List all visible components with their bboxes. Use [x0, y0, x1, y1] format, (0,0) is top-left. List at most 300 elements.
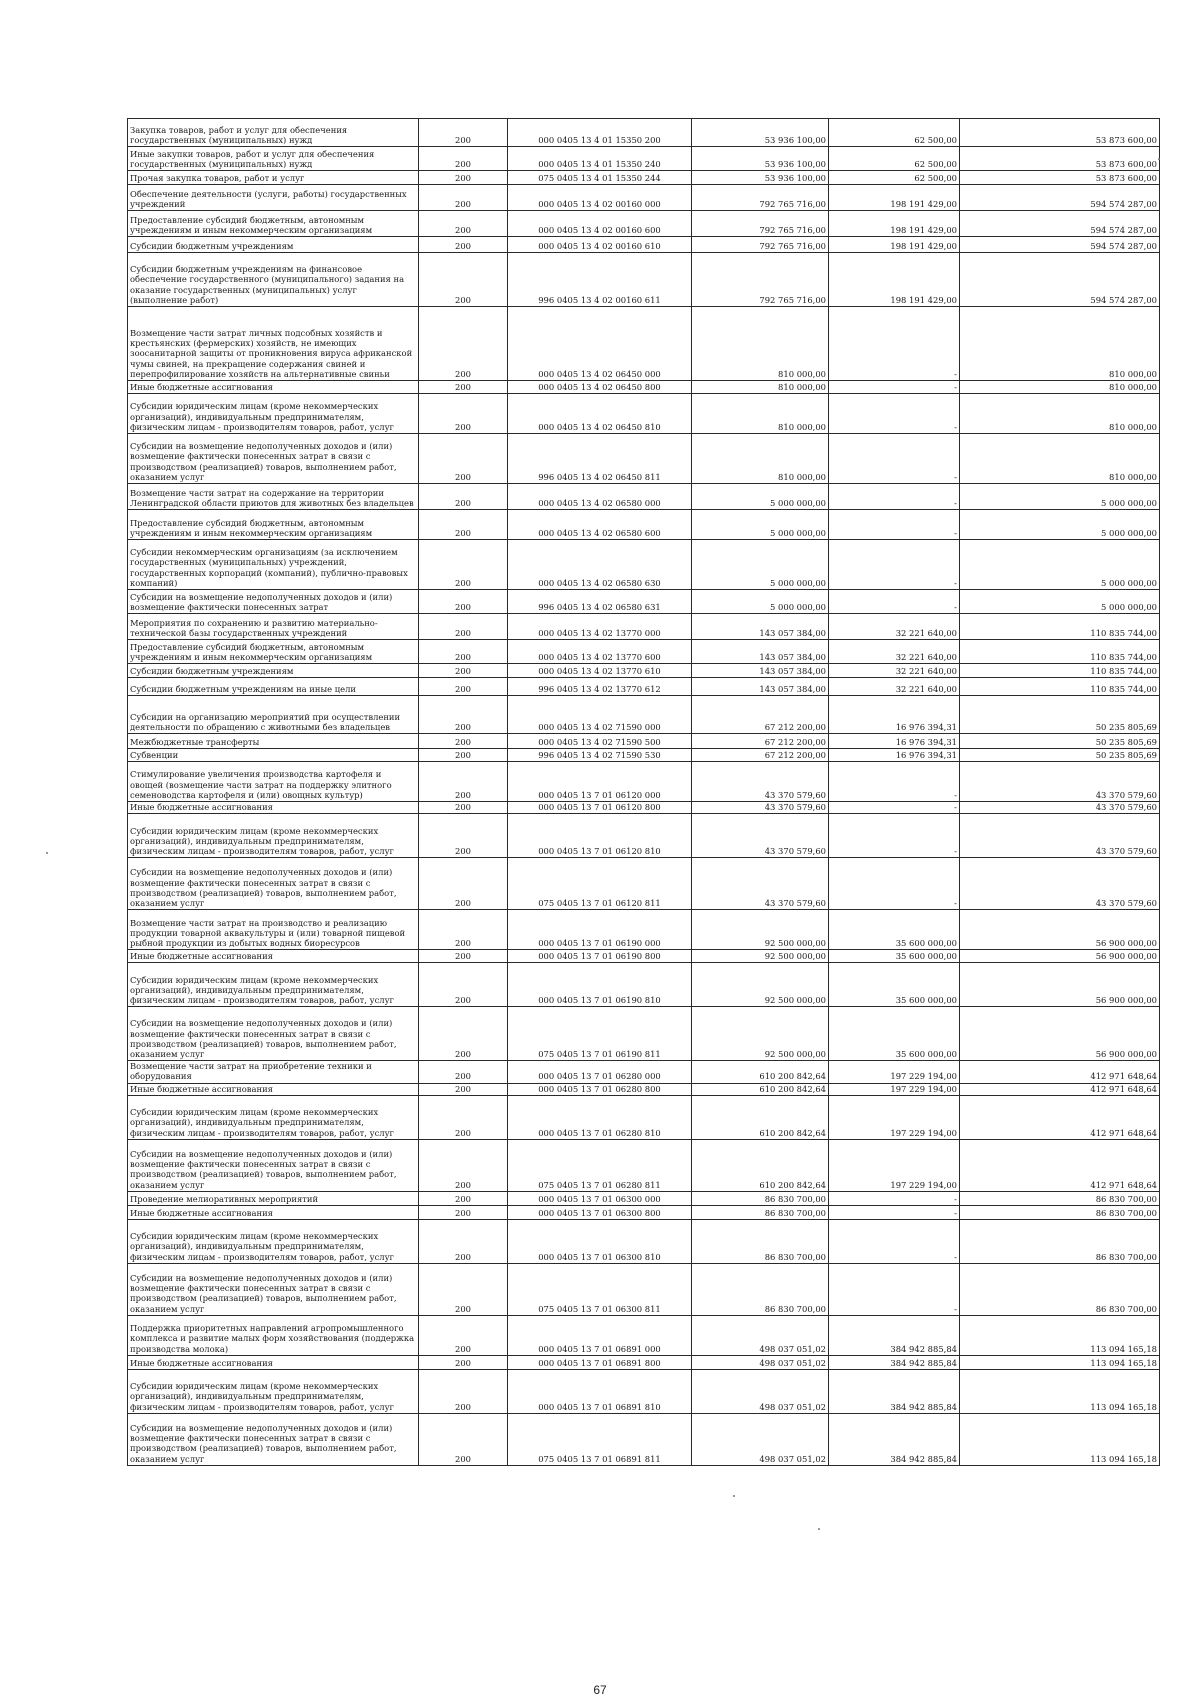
cell-name: Субсидии на возмещение недополученных доходов и (или) возмещение фактически понесенных затрат в связи с производством (реализацией) товаров, выполнением работ, оказанием услуг [128, 434, 419, 484]
table-row [128, 678, 1160, 696]
cell-budget-code: 000 0405 13 4 02 13770 600 [508, 640, 692, 664]
cell-unexecuted: 810 000,00 [960, 381, 1160, 394]
table-row [128, 1263, 1160, 1315]
cell-budget-code: 075 0405 13 4 01 15350 244 [508, 171, 692, 185]
cell-budget-code: 000 0405 13 4 02 06580 000 [508, 484, 692, 510]
cell-line-code: 200 [419, 1191, 508, 1205]
cell-name: Субсидии юридическим лицам (кроме некоммерческих организаций), индивидуальным предпринимателям, физическим лицам - производителям товаров, работ, услуг [128, 814, 419, 858]
cell-budget-code: 000 0405 13 4 02 00160 600 [508, 211, 692, 237]
cell-name: Проведение мелиоративных мероприятий [128, 1191, 419, 1205]
cell-name: Субсидии некоммерческим организациям (за исключением государственных (муниципальных) учреждений, государственных корпораций (компаний), публично-правовых компаний) [128, 540, 419, 590]
cell-unexecuted: 412 971 648,64 [960, 1139, 1160, 1191]
cell-name: Иные бюджетные ассигнования [128, 1083, 419, 1095]
cell-approved: 810 000,00 [692, 307, 829, 381]
cell-name: Субсидии на возмещение недополученных доходов и (или) возмещение фактически понесенных затрат в связи с производством (реализацией) товаров, выполнением работ, оказанием услуг [128, 858, 419, 910]
cell-budget-code: 000 0405 13 4 02 71590 000 [508, 696, 692, 734]
cell-budget-code: 075 0405 13 7 01 06190 811 [508, 1007, 692, 1061]
cell-line-code: 200 [419, 237, 508, 253]
cell-executed: 32 221 640,00 [829, 614, 960, 640]
cell-approved: 143 057 384,00 [692, 664, 829, 678]
table-row [128, 237, 1160, 253]
cell-budget-code: 000 0405 13 4 02 06580 630 [508, 540, 692, 590]
cell-budget-code: 000 0405 13 4 02 71590 500 [508, 734, 692, 749]
cell-unexecuted: 56 900 000,00 [960, 963, 1160, 1007]
cell-executed: - [829, 434, 960, 484]
cell-budget-code: 996 0405 13 4 02 06450 811 [508, 434, 692, 484]
cell-approved: 5 000 000,00 [692, 510, 829, 540]
cell-line-code: 200 [419, 1061, 508, 1083]
cell-approved: 43 370 579,60 [692, 802, 829, 814]
cell-name: Субсидии бюджетным учреждениям [128, 237, 419, 253]
cell-approved: 498 037 051,02 [692, 1315, 829, 1355]
cell-line-code: 200 [419, 1263, 508, 1315]
cell-line-code: 200 [419, 1095, 508, 1139]
cell-approved: 610 200 842,64 [692, 1083, 829, 1095]
cell-name: Субсидии юридическим лицам (кроме некоммерческих организаций), индивидуальным предпринимателям, физическим лицам - производителям товаров, работ, услуг [128, 394, 419, 434]
cell-unexecuted: 113 094 165,18 [960, 1315, 1160, 1355]
cell-approved: 792 765 716,00 [692, 237, 829, 253]
cell-name: Субсидии на возмещение недополученных доходов и (или) возмещение фактически понесенных затрат в связи с производством (реализацией) товаров, выполнением работ, оказанием услуг [128, 1413, 419, 1465]
cell-budget-code: 000 0405 13 4 02 06580 600 [508, 510, 692, 540]
cell-name: Субсидии бюджетным учреждениям на финансовое обеспечение государственного (муниципального) задания на оказание государственных (муниципальных) услуг (выполнение работ) [128, 253, 419, 307]
cell-budget-code: 000 0405 13 7 01 06280 000 [508, 1061, 692, 1083]
cell-executed: - [829, 762, 960, 802]
cell-unexecuted: 5 000 000,00 [960, 484, 1160, 510]
cell-budget-code: 000 0405 13 4 02 06450 810 [508, 394, 692, 434]
cell-line-code: 200 [419, 950, 508, 963]
cell-budget-code: 000 0405 13 7 01 06190 800 [508, 950, 692, 963]
cell-line-code: 200 [419, 1139, 508, 1191]
table-row [128, 253, 1160, 307]
cell-executed: 198 191 429,00 [829, 237, 960, 253]
table-row [128, 749, 1160, 762]
cell-unexecuted: 43 370 579,60 [960, 762, 1160, 802]
cell-name: Субсидии юридическим лицам (кроме некоммерческих организаций), индивидуальным предпринимателям, физическим лицам - производителям товаров, работ, услуг [128, 1369, 419, 1413]
table-row [128, 1061, 1160, 1083]
cell-name: Обеспечение деятельности (услуги, работы) государственных учреждений [128, 185, 419, 211]
cell-approved: 67 212 200,00 [692, 749, 829, 762]
cell-name: Субсидии на возмещение недополученных доходов и (или) возмещение фактически понесенных затрат [128, 590, 419, 614]
cell-line-code: 200 [419, 1219, 508, 1263]
cell-approved: 53 936 100,00 [692, 147, 829, 171]
cell-unexecuted: 412 971 648,64 [960, 1095, 1160, 1139]
table-row [128, 1139, 1160, 1191]
cell-executed: 62 500,00 [829, 147, 960, 171]
cell-executed: 384 942 885,84 [829, 1315, 960, 1355]
cell-approved: 53 936 100,00 [692, 171, 829, 185]
cell-unexecuted: 810 000,00 [960, 307, 1160, 381]
cell-approved: 498 037 051,02 [692, 1413, 829, 1465]
cell-budget-code: 000 0405 13 7 01 06280 810 [508, 1095, 692, 1139]
cell-approved: 92 500 000,00 [692, 963, 829, 1007]
table-row [128, 211, 1160, 237]
cell-approved: 5 000 000,00 [692, 484, 829, 510]
cell-name: Иные закупки товаров, работ и услуг для обеспечения государственных (муниципальных) нужд [128, 147, 419, 171]
table-row [128, 307, 1160, 381]
cell-line-code: 200 [419, 540, 508, 590]
cell-executed: 384 942 885,84 [829, 1369, 960, 1413]
cell-budget-code: 075 0405 13 7 01 06280 811 [508, 1139, 692, 1191]
table-row [128, 1083, 1160, 1095]
cell-unexecuted: 110 835 744,00 [960, 614, 1160, 640]
cell-line-code: 200 [419, 762, 508, 802]
scan-speck [733, 1495, 735, 1497]
cell-executed: - [829, 858, 960, 910]
cell-budget-code: 000 0405 13 7 01 06190 000 [508, 910, 692, 950]
table-row [128, 1095, 1160, 1139]
cell-name: Возмещение части затрат на производство и реализацию продукции товарной аквакультуры и (или) товарной пищевой рыбной продукции из добытых водных биоресурсов [128, 910, 419, 950]
cell-line-code: 200 [419, 381, 508, 394]
cell-unexecuted: 594 574 287,00 [960, 237, 1160, 253]
cell-unexecuted: 86 830 700,00 [960, 1205, 1160, 1219]
cell-line-code: 200 [419, 171, 508, 185]
cell-unexecuted: 43 370 579,60 [960, 858, 1160, 910]
cell-line-code: 200 [419, 614, 508, 640]
cell-unexecuted: 110 835 744,00 [960, 640, 1160, 664]
cell-unexecuted: 50 235 805,69 [960, 734, 1160, 749]
cell-line-code: 200 [419, 1413, 508, 1465]
table-row [128, 540, 1160, 590]
table-row [128, 1413, 1160, 1465]
cell-unexecuted: 110 835 744,00 [960, 678, 1160, 696]
table-row [128, 963, 1160, 1007]
cell-name: Иные бюджетные ассигнования [128, 381, 419, 394]
cell-approved: 610 200 842,64 [692, 1139, 829, 1191]
cell-budget-code: 000 0405 13 4 02 06450 000 [508, 307, 692, 381]
cell-approved: 810 000,00 [692, 434, 829, 484]
cell-line-code: 200 [419, 147, 508, 171]
table-row [128, 434, 1160, 484]
cell-executed: 384 942 885,84 [829, 1413, 960, 1465]
cell-name: Субсидии бюджетным учреждениям на иные цели [128, 678, 419, 696]
cell-executed: 197 229 194,00 [829, 1139, 960, 1191]
cell-budget-code: 000 0405 13 4 02 00160 610 [508, 237, 692, 253]
table-row [128, 119, 1160, 147]
cell-line-code: 200 [419, 858, 508, 910]
cell-name: Субсидии бюджетным учреждениям [128, 664, 419, 678]
cell-line-code: 200 [419, 1369, 508, 1413]
cell-approved: 143 057 384,00 [692, 614, 829, 640]
cell-unexecuted: 810 000,00 [960, 394, 1160, 434]
cell-line-code: 200 [419, 640, 508, 664]
cell-executed: 32 221 640,00 [829, 664, 960, 678]
table-row [128, 147, 1160, 171]
cell-executed: - [829, 394, 960, 434]
cell-executed: 16 976 394,31 [829, 749, 960, 762]
cell-unexecuted: 86 830 700,00 [960, 1219, 1160, 1263]
cell-executed: - [829, 814, 960, 858]
cell-approved: 92 500 000,00 [692, 1007, 829, 1061]
cell-executed: 197 229 194,00 [829, 1083, 960, 1095]
table-body [128, 119, 1160, 1466]
cell-budget-code: 000 0405 13 7 01 06891 000 [508, 1315, 692, 1355]
cell-unexecuted: 43 370 579,60 [960, 814, 1160, 858]
cell-budget-code: 000 0405 13 7 01 06190 810 [508, 963, 692, 1007]
table-row [128, 950, 1160, 963]
table-row [128, 614, 1160, 640]
cell-approved: 92 500 000,00 [692, 910, 829, 950]
cell-unexecuted: 56 900 000,00 [960, 1007, 1160, 1061]
cell-line-code: 200 [419, 1355, 508, 1369]
cell-executed: 32 221 640,00 [829, 678, 960, 696]
cell-line-code: 200 [419, 678, 508, 696]
cell-executed: 197 229 194,00 [829, 1095, 960, 1139]
cell-line-code: 200 [419, 1315, 508, 1355]
cell-name: Возмещение части затрат на содержание на территории Ленинградской области приютов для животных без владельцев [128, 484, 419, 510]
cell-executed: 35 600 000,00 [829, 950, 960, 963]
cell-executed: 62 500,00 [829, 171, 960, 185]
table-row [128, 762, 1160, 802]
cell-executed: - [829, 1205, 960, 1219]
cell-name: Субсидии на возмещение недополученных доходов и (или) возмещение фактически понесенных затрат в связи с производством (реализацией) товаров, выполнением работ, оказанием услуг [128, 1139, 419, 1191]
cell-name: Субсидии на возмещение недополученных доходов и (или) возмещение фактически понесенных затрат в связи с производством (реализацией) товаров, выполнением работ, оказанием услуг [128, 1263, 419, 1315]
table-row [128, 734, 1160, 749]
cell-approved: 86 830 700,00 [692, 1263, 829, 1315]
cell-approved: 86 830 700,00 [692, 1219, 829, 1263]
cell-executed: - [829, 381, 960, 394]
cell-executed: 198 191 429,00 [829, 185, 960, 211]
cell-line-code: 200 [419, 590, 508, 614]
table-row [128, 1007, 1160, 1061]
cell-unexecuted: 113 094 165,18 [960, 1413, 1160, 1465]
table-row [128, 590, 1160, 614]
cell-approved: 792 765 716,00 [692, 211, 829, 237]
cell-budget-code: 000 0405 13 7 01 06300 000 [508, 1191, 692, 1205]
cell-line-code: 200 [419, 307, 508, 381]
cell-unexecuted: 810 000,00 [960, 434, 1160, 484]
cell-unexecuted: 53 873 600,00 [960, 119, 1160, 147]
cell-line-code: 200 [419, 510, 508, 540]
cell-approved: 43 370 579,60 [692, 858, 829, 910]
cell-executed: 16 976 394,31 [829, 696, 960, 734]
cell-unexecuted: 50 235 805,69 [960, 696, 1160, 734]
cell-executed: 16 976 394,31 [829, 734, 960, 749]
cell-budget-code: 000 0405 13 4 02 13770 000 [508, 614, 692, 640]
cell-name: Субсидии юридическим лицам (кроме некоммерческих организаций), индивидуальным предпринимателям, физическим лицам - производителям товаров, работ, услуг [128, 1095, 419, 1139]
cell-name: Предоставление субсидий бюджетным, автономным учреждениям и иным некоммерческим организациям [128, 211, 419, 237]
cell-line-code: 200 [419, 253, 508, 307]
cell-executed: 197 229 194,00 [829, 1061, 960, 1083]
cell-executed: - [829, 484, 960, 510]
cell-budget-code: 996 0405 13 4 02 00160 611 [508, 253, 692, 307]
table-row [128, 1315, 1160, 1355]
cell-approved: 67 212 200,00 [692, 734, 829, 749]
table-row [128, 1191, 1160, 1205]
cell-budget-code: 075 0405 13 7 01 06120 811 [508, 858, 692, 910]
cell-approved: 43 370 579,60 [692, 814, 829, 858]
table-row [128, 1369, 1160, 1413]
cell-line-code: 200 [419, 696, 508, 734]
table-row [128, 394, 1160, 434]
cell-unexecuted: 86 830 700,00 [960, 1263, 1160, 1315]
cell-line-code: 200 [419, 1083, 508, 1095]
budget-execution-table [127, 118, 1160, 1466]
cell-name: Субсидии на организацию мероприятий при осуществлении деятельности по обращению с животными без владельцев [128, 696, 419, 734]
cell-line-code: 200 [419, 802, 508, 814]
cell-name: Поддержка приоритетных направлений агропромышленного комплекса и развитие малых форм хозяйствования (поддержка производства молока) [128, 1315, 419, 1355]
cell-unexecuted: 5 000 000,00 [960, 540, 1160, 590]
cell-budget-code: 000 0405 13 7 01 06300 800 [508, 1205, 692, 1219]
cell-budget-code: 000 0405 13 4 02 13770 610 [508, 664, 692, 678]
table-row [128, 381, 1160, 394]
cell-line-code: 200 [419, 119, 508, 147]
cell-name: Иные бюджетные ассигнования [128, 950, 419, 963]
cell-line-code: 200 [419, 434, 508, 484]
cell-approved: 86 830 700,00 [692, 1191, 829, 1205]
cell-name: Стимулирование увеличения производства картофеля и овощей (возмещение части затрат на поддержку элитного семеноводства картофеля и (или) овощных культур) [128, 762, 419, 802]
cell-approved: 498 037 051,02 [692, 1369, 829, 1413]
cell-budget-code: 996 0405 13 4 02 13770 612 [508, 678, 692, 696]
cell-line-code: 200 [419, 749, 508, 762]
cell-unexecuted: 50 235 805,69 [960, 749, 1160, 762]
cell-line-code: 200 [419, 734, 508, 749]
cell-name: Субвенции [128, 749, 419, 762]
cell-executed: 198 191 429,00 [829, 211, 960, 237]
cell-unexecuted: 594 574 287,00 [960, 253, 1160, 307]
cell-name: Прочая закупка товаров, работ и услуг [128, 171, 419, 185]
cell-unexecuted: 113 094 165,18 [960, 1355, 1160, 1369]
cell-approved: 498 037 051,02 [692, 1355, 829, 1369]
cell-budget-code: 000 0405 13 7 01 06280 800 [508, 1083, 692, 1095]
page-number: 67 [593, 1683, 607, 1697]
cell-approved: 810 000,00 [692, 381, 829, 394]
cell-executed: 35 600 000,00 [829, 963, 960, 1007]
cell-name: Иные бюджетные ассигнования [128, 802, 419, 814]
table-row [128, 1355, 1160, 1369]
cell-line-code: 200 [419, 1007, 508, 1061]
cell-unexecuted: 5 000 000,00 [960, 510, 1160, 540]
cell-approved: 86 830 700,00 [692, 1205, 829, 1219]
cell-name: Иные бюджетные ассигнования [128, 1205, 419, 1219]
cell-unexecuted: 53 873 600,00 [960, 171, 1160, 185]
cell-name: Возмещение части затрат личных подсобных хозяйств и крестьянских (фермерских) хозяйств, не имеющих зоосанитарной защиты от проникновения вируса африканской чумы свиней, на прекращение содержания свиней и перепрофилирование хозяйств на альтернативные свиньи [128, 307, 419, 381]
table-row [128, 814, 1160, 858]
cell-approved: 610 200 842,64 [692, 1061, 829, 1083]
cell-line-code: 200 [419, 211, 508, 237]
cell-line-code: 200 [419, 814, 508, 858]
cell-line-code: 200 [419, 1205, 508, 1219]
cell-unexecuted: 43 370 579,60 [960, 802, 1160, 814]
cell-unexecuted: 113 094 165,18 [960, 1369, 1160, 1413]
table-row [128, 171, 1160, 185]
cell-executed: - [829, 1191, 960, 1205]
cell-executed: - [829, 1263, 960, 1315]
cell-executed: - [829, 540, 960, 590]
cell-line-code: 200 [419, 664, 508, 678]
table-row [128, 185, 1160, 211]
cell-executed: 35 600 000,00 [829, 910, 960, 950]
cell-approved: 67 212 200,00 [692, 696, 829, 734]
scan-speck [46, 852, 48, 854]
cell-budget-code: 000 0405 13 7 01 06891 800 [508, 1355, 692, 1369]
cell-line-code: 200 [419, 185, 508, 211]
cell-executed: - [829, 1219, 960, 1263]
cell-budget-code: 000 0405 13 7 01 06891 810 [508, 1369, 692, 1413]
cell-unexecuted: 56 900 000,00 [960, 950, 1160, 963]
cell-unexecuted: 594 574 287,00 [960, 211, 1160, 237]
cell-executed: - [829, 590, 960, 614]
cell-approved: 810 000,00 [692, 394, 829, 434]
cell-name: Межбюджетные трансферты [128, 734, 419, 749]
cell-line-code: 200 [419, 963, 508, 1007]
table-row [128, 696, 1160, 734]
scan-speck [818, 1528, 820, 1530]
cell-budget-code: 000 0405 13 7 01 06120 000 [508, 762, 692, 802]
cell-name: Предоставление субсидий бюджетным, автономным учреждениям и иным некоммерческим организациям [128, 640, 419, 664]
cell-unexecuted: 594 574 287,00 [960, 185, 1160, 211]
cell-budget-code: 000 0405 13 4 02 00160 000 [508, 185, 692, 211]
cell-approved: 5 000 000,00 [692, 540, 829, 590]
cell-name: Субсидии на возмещение недополученных доходов и (или) возмещение фактически понесенных затрат в связи с производством (реализацией) товаров, выполнением работ, оказанием услуг [128, 1007, 419, 1061]
table-row [128, 802, 1160, 814]
cell-budget-code: 996 0405 13 4 02 71590 530 [508, 749, 692, 762]
cell-unexecuted: 5 000 000,00 [960, 590, 1160, 614]
cell-executed: 198 191 429,00 [829, 253, 960, 307]
cell-unexecuted: 56 900 000,00 [960, 910, 1160, 950]
cell-approved: 5 000 000,00 [692, 590, 829, 614]
cell-unexecuted: 53 873 600,00 [960, 147, 1160, 171]
cell-budget-code: 000 0405 13 4 01 15350 240 [508, 147, 692, 171]
cell-budget-code: 996 0405 13 4 02 06580 631 [508, 590, 692, 614]
cell-executed: - [829, 307, 960, 381]
cell-unexecuted: 86 830 700,00 [960, 1191, 1160, 1205]
cell-line-code: 200 [419, 394, 508, 434]
cell-budget-code: 000 0405 13 4 01 15350 200 [508, 119, 692, 147]
cell-budget-code: 075 0405 13 7 01 06300 811 [508, 1263, 692, 1315]
cell-executed: 62 500,00 [829, 119, 960, 147]
table-row [128, 1205, 1160, 1219]
cell-approved: 53 936 100,00 [692, 119, 829, 147]
cell-approved: 792 765 716,00 [692, 253, 829, 307]
cell-executed: - [829, 802, 960, 814]
cell-executed: 35 600 000,00 [829, 1007, 960, 1061]
cell-executed: 384 942 885,84 [829, 1355, 960, 1369]
cell-budget-code: 000 0405 13 7 01 06300 810 [508, 1219, 692, 1263]
cell-approved: 610 200 842,64 [692, 1095, 829, 1139]
cell-approved: 43 370 579,60 [692, 762, 829, 802]
cell-executed: 32 221 640,00 [829, 640, 960, 664]
cell-name: Предоставление субсидий бюджетным, автономным учреждениям и иным некоммерческим организациям [128, 510, 419, 540]
cell-name: Закупка товаров, работ и услуг для обеспечения государственных (муниципальных) нужд [128, 119, 419, 147]
table-row [128, 1219, 1160, 1263]
cell-line-code: 200 [419, 910, 508, 950]
table-row [128, 910, 1160, 950]
cell-name: Иные бюджетные ассигнования [128, 1355, 419, 1369]
cell-budget-code: 000 0405 13 7 01 06120 800 [508, 802, 692, 814]
cell-name: Мероприятия по сохранению и развитию материально-технической базы государственных учреждений [128, 614, 419, 640]
table-row [128, 664, 1160, 678]
scan-speck [1158, 158, 1160, 160]
cell-approved: 143 057 384,00 [692, 640, 829, 664]
table-row [128, 858, 1160, 910]
cell-name: Субсидии юридическим лицам (кроме некоммерческих организаций), индивидуальным предпринимателям, физическим лицам - производителям товаров, работ, услуг [128, 1219, 419, 1263]
cell-name: Субсидии юридическим лицам (кроме некоммерческих организаций), индивидуальным предпринимателям, физическим лицам - производителям товаров, работ, услуг [128, 963, 419, 1007]
cell-executed: - [829, 510, 960, 540]
cell-name: Возмещение части затрат на приобретение техники и оборудования [128, 1061, 419, 1083]
table-row [128, 510, 1160, 540]
cell-budget-code: 075 0405 13 7 01 06891 811 [508, 1413, 692, 1465]
cell-unexecuted: 412 971 648,64 [960, 1083, 1160, 1095]
cell-approved: 92 500 000,00 [692, 950, 829, 963]
cell-unexecuted: 110 835 744,00 [960, 664, 1160, 678]
cell-unexecuted: 412 971 648,64 [960, 1061, 1160, 1083]
cell-line-code: 200 [419, 484, 508, 510]
cell-approved: 792 765 716,00 [692, 185, 829, 211]
table-row [128, 484, 1160, 510]
cell-budget-code: 000 0405 13 7 01 06120 810 [508, 814, 692, 858]
cell-approved: 143 057 384,00 [692, 678, 829, 696]
cell-budget-code: 000 0405 13 4 02 06450 800 [508, 381, 692, 394]
